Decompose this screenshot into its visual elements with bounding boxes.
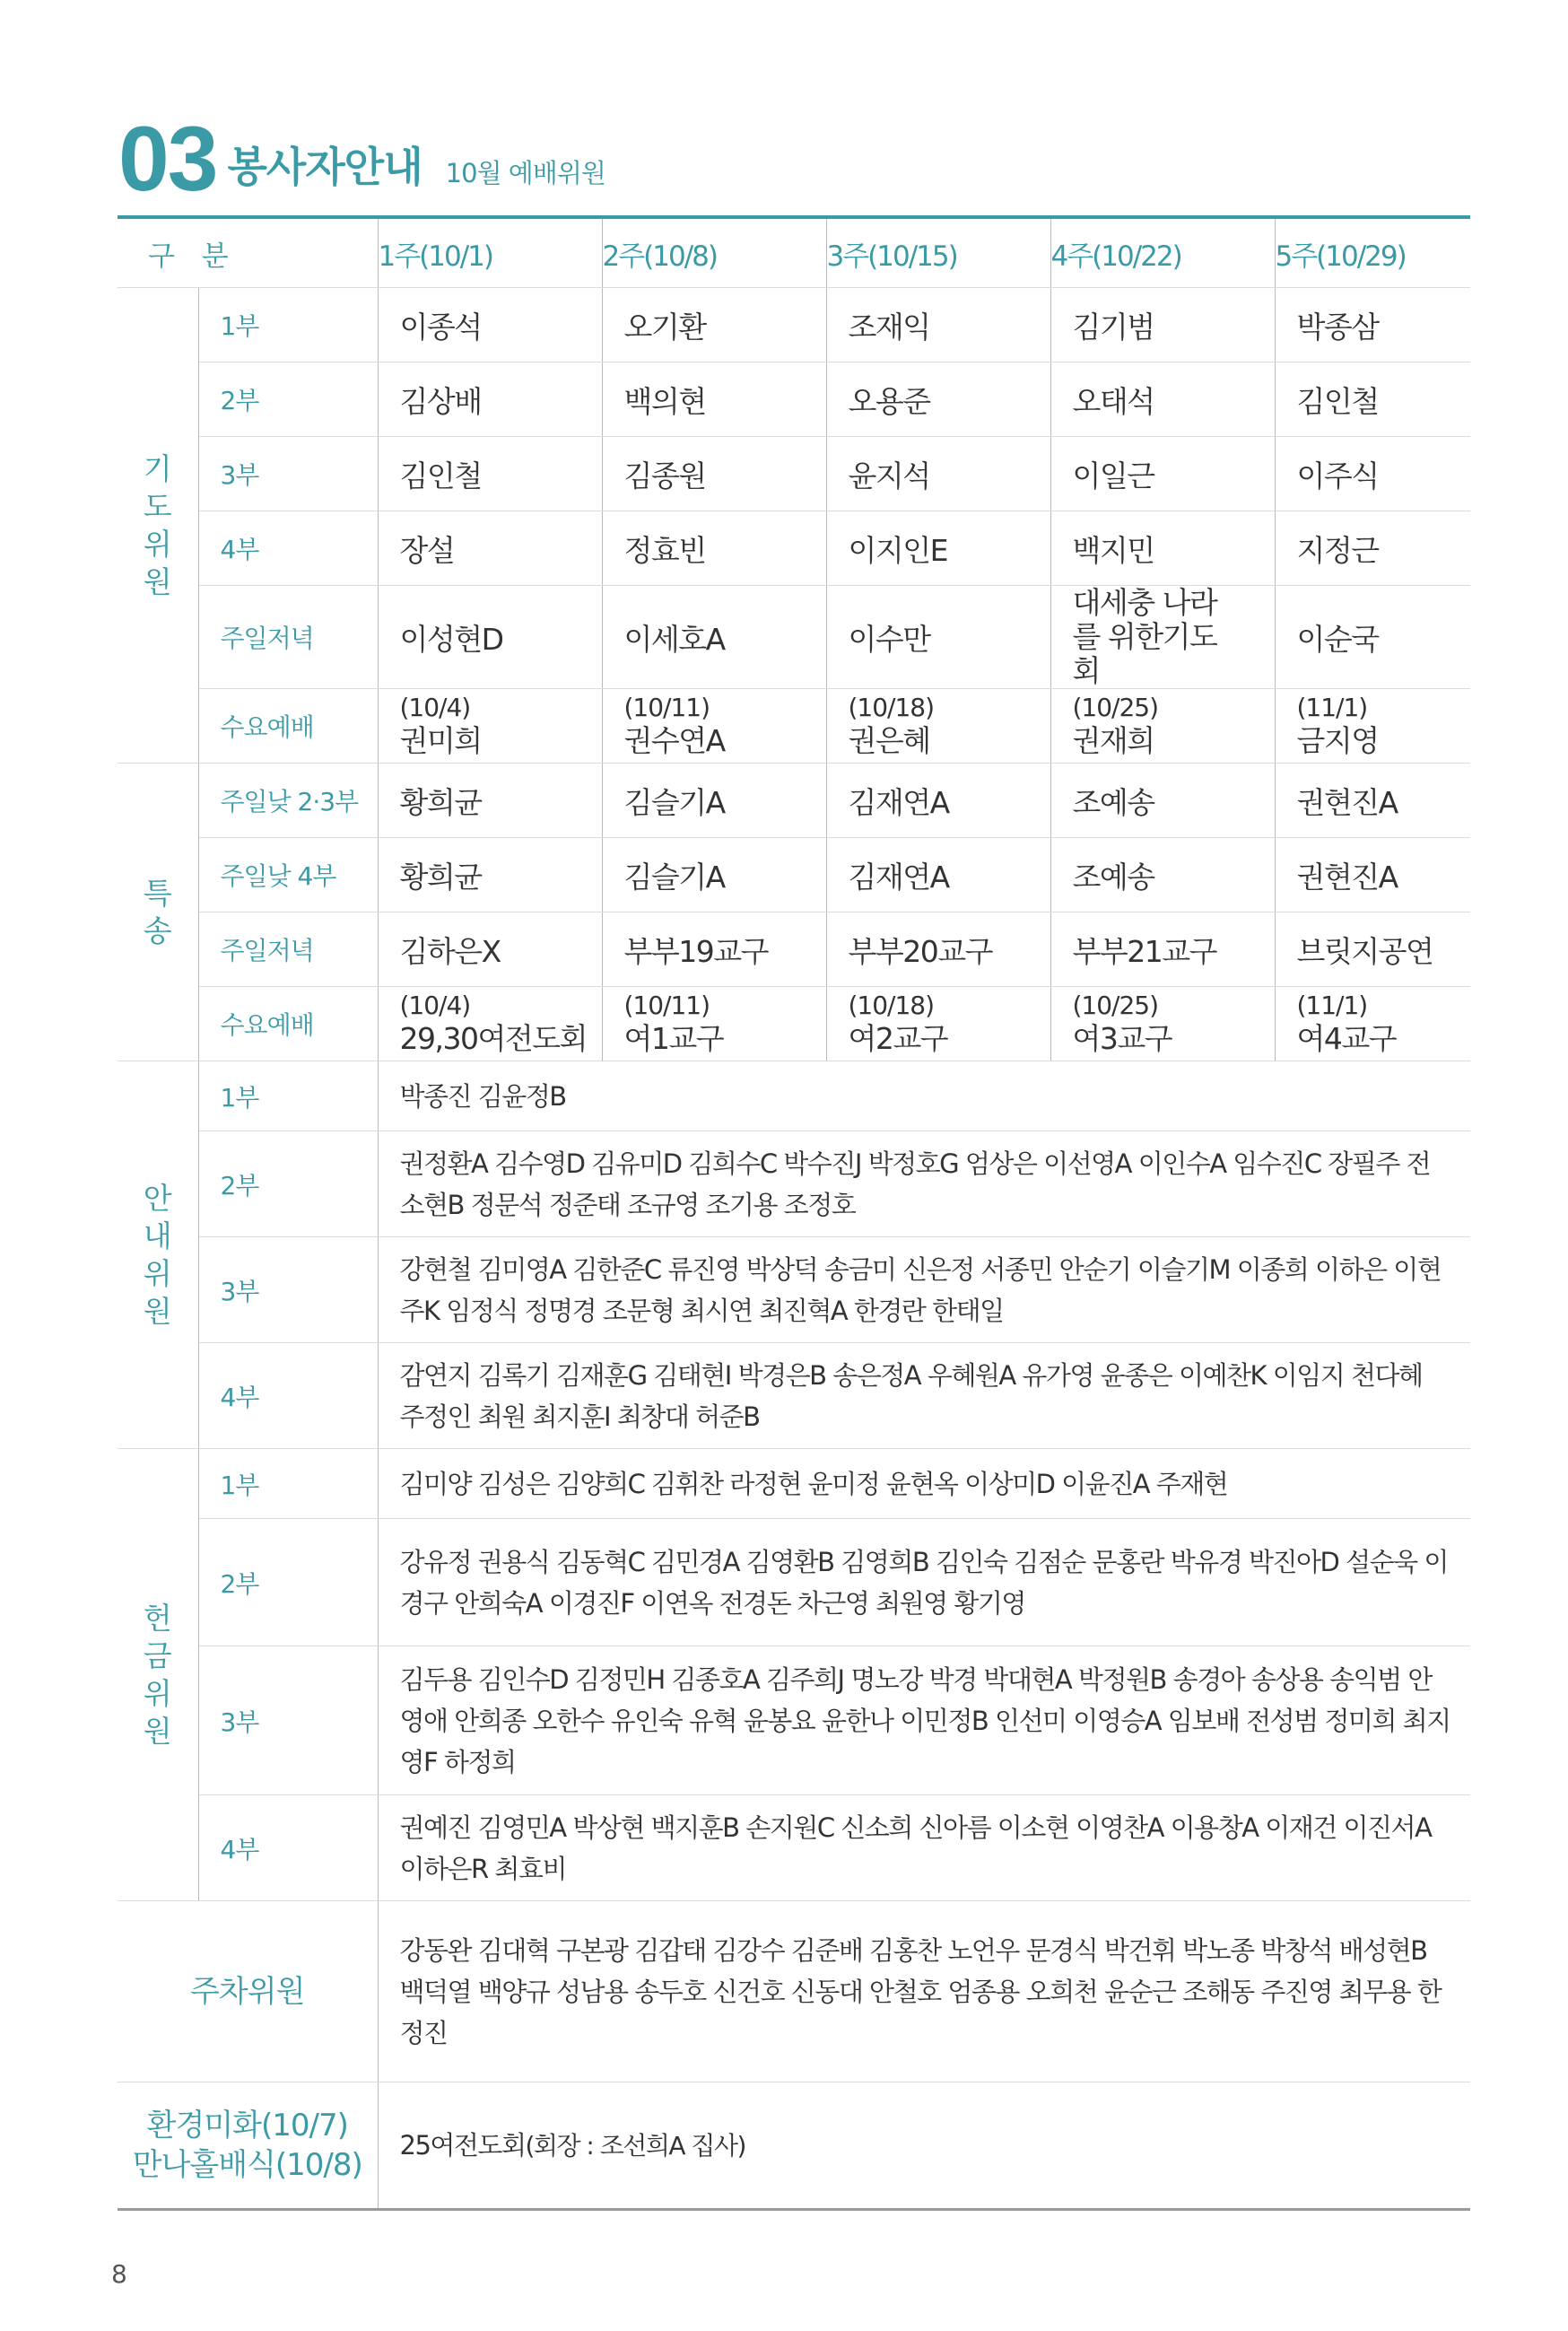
table-cell: 백지민 [1050,511,1275,586]
section-subtitle: 10월 예배위원 [445,158,605,188]
table-row [118,1519,1470,1646]
table-cell: 장설 [378,511,602,586]
table-cell: 강현철 김미영A 김한준C 류진영 박상덕 송금미 신은정 서종민 안순기 이슬기M 이종희 이하은 이현주K 임정식 정명경 조문형 최시연 최진혁A 한경란 한태일 [378,1237,1470,1343]
row-label: 수요예배 [198,689,378,764]
header-category: 구 분 [118,217,378,288]
group-special-song: 특송 [118,764,198,1061]
table-cell: 부부19교구 [602,912,826,987]
table-cell: 오기환 [602,288,826,362]
table-cell: 감연지 김록기 김재훈G 김태현I 박경은B 송은정A 우혜원A 유가영 윤종은 이예찬K 이임지 천다혜 주정인 최원 최지훈I 최창대 허준B [378,1343,1470,1449]
table-cell: 김인철 [378,437,602,511]
group-usher: 안내위원 [118,1061,198,1449]
header-week-1: 1주(10/1) [378,217,602,288]
table-cell: 김슬기A [602,838,826,912]
environment-note: (회장 : 조선희A 집사) [525,2130,745,2161]
table-cell: 윤지석 [826,437,1050,511]
table-row [118,764,1470,838]
table-cell: 권정환A 김수영D 김유미D 김희수C 박수진J 박정호G 엄상은 이선영A 이인수A 임수진C 장필주 전소현B 정문석 정준태 조규영 조기용 조정호 [378,1131,1470,1237]
section-number: 03 [118,108,217,210]
table-cell: (10/4) 29,30여전도회 [378,987,602,1061]
table-cell: 김슬기A [602,764,826,838]
table-cell: 김두용 김인수D 김정민H 김종호A 김주희J 명노강 박경 박대현A 박정원B 송경아 송상용 송익범 안영애 안희종 오한수 유인숙 유혁 윤봉요 윤한나 이민정B 인선미 이영승A 임보배 전성범 정미희 최지영F 하정희 [378,1646,1470,1795]
table-cell: 조예송 [1050,838,1275,912]
table-cell: 권예진 김영민A 박상현 백지훈B 손지원C 신소희 신아름 이소현 이영찬A 이용창A 이재건 이진서A 이하은R 최효비 [378,1795,1470,1901]
row-label: 주일낮 4부 [198,838,378,912]
header-week-2: 2주(10/8) [602,217,826,288]
row-label: 1부 [198,1449,378,1519]
table-cell: (10/25) 권재희 [1050,689,1275,764]
table-row [118,362,1470,437]
table-row [118,1795,1470,1901]
table-row [118,1343,1470,1449]
table-cell: 박종삼 [1275,288,1470,362]
table-row [118,1237,1470,1343]
table-cell: 오용준 [826,362,1050,437]
row-label: 4부 [198,1343,378,1449]
table-cell: 이세호A [602,586,826,689]
table-row [118,838,1470,912]
row-label: 2부 [198,1519,378,1646]
table-cell: 김인철 [1275,362,1470,437]
group-environment-line1: 환경미화(10/7) [146,2108,348,2143]
table-cell: 조재익 [826,288,1050,362]
volunteer-schedule-table [118,215,1470,2211]
table-cell: 김기범 [1050,288,1275,362]
header-week-3: 3주(10/15) [826,217,1050,288]
table-row [118,2082,1470,2210]
table-header-row [118,217,1470,288]
group-prayer: 기도위원 [118,288,198,764]
table-cell: (11/1) 금지영 [1275,689,1470,764]
row-label: 주일낮 2·3부 [198,764,378,838]
table-cell: 이일근 [1050,437,1275,511]
table-row [118,912,1470,987]
row-label: 4부 [198,1795,378,1901]
table-row [118,987,1470,1061]
table-cell [378,2082,1470,2210]
group-environment-line2: 만나홀배식(10/8) [132,2147,362,2183]
table-cell: 황희균 [378,764,602,838]
header-week-5: 5주(10/29) [1275,217,1470,288]
table-cell: 부부21교구 [1050,912,1275,987]
row-label: 3부 [198,437,378,511]
row-label: 주일저녁 [198,586,378,689]
table-cell: 대세충 나라를 위한기도회 [1050,586,1275,689]
row-label: 3부 [198,1237,378,1343]
table-cell: (11/1) 여4교구 [1275,987,1470,1061]
page-number: 8 [111,2259,127,2289]
table-cell: 백의현 [602,362,826,437]
section-header [118,108,605,210]
table-cell: 이주식 [1275,437,1470,511]
row-label: 2부 [198,362,378,437]
row-label: 주일저녁 [198,912,378,987]
row-label: 수요예배 [198,987,378,1061]
table-cell: (10/11) 여1교구 [602,987,826,1061]
table-cell: 지정근 [1275,511,1470,586]
table-row [118,689,1470,764]
table-cell: 이종석 [378,288,602,362]
table-cell: 박종진 김윤정B [378,1061,1470,1131]
table-cell: (10/4) 권미희 [378,689,602,764]
table-cell: (10/18) 여2교구 [826,987,1050,1061]
header-week-4: 4주(10/22) [1050,217,1275,288]
table-cell: (10/18) 권은혜 [826,689,1050,764]
table-cell: 권현진A [1275,838,1470,912]
table-cell: 김재연A [826,838,1050,912]
table-row [118,1131,1470,1237]
row-label: 3부 [198,1646,378,1795]
table-cell: 김종원 [602,437,826,511]
table-cell: 이수만 [826,586,1050,689]
table-cell: 김상배 [378,362,602,437]
group-parking: 주차위원 [118,1901,378,2082]
table-cell: 권현진A [1275,764,1470,838]
table-cell: 조예송 [1050,764,1275,838]
environment-text: 25여전도회 [399,2129,526,2161]
row-label: 1부 [198,288,378,362]
table-row [118,586,1470,689]
row-label: 4부 [198,511,378,586]
table-row [118,1901,1470,2082]
table-row [118,288,1470,362]
table-cell: 김재연A [826,764,1050,838]
table-cell: 부부20교구 [826,912,1050,987]
table-cell: (10/25) 여3교구 [1050,987,1275,1061]
table-row [118,437,1470,511]
group-environment [118,2082,378,2210]
table-cell: 이성현D [378,586,602,689]
group-offering: 헌금위원 [118,1449,198,1901]
section-title: 봉사자안내 [227,143,422,191]
table-cell: 강동완 김대혁 구본광 김갑태 김강수 김준배 김홍찬 노언우 문경식 박건휘 박노종 박창석 배성현B 백덕열 백양규 성남용 송두호 신건호 신동대 안철호 엄종용 오희천 윤순근 조해동 주진영 최무용 한정진 [378,1901,1470,2082]
table-cell: 오태석 [1050,362,1275,437]
row-label: 2부 [198,1131,378,1237]
table-row [118,1449,1470,1519]
table-row [118,1061,1470,1131]
table-row [118,511,1470,586]
table-cell: 브릿지공연 [1275,912,1470,987]
table-cell: 이순국 [1275,586,1470,689]
table-cell: 이지인E [826,511,1050,586]
table-cell: 김미양 김성은 김양희C 김휘찬 라정현 윤미정 윤현옥 이상미D 이윤진A 주재현 [378,1449,1470,1519]
row-label: 1부 [198,1061,378,1131]
table-cell: (10/11) 권수연A [602,689,826,764]
table-cell: 황희균 [378,838,602,912]
table-cell: 김하은X [378,912,602,987]
table-row [118,1646,1470,1795]
table-cell: 강유정 권용식 김동혁C 김민경A 김영환B 김영희B 김인숙 김점순 문홍란 박유경 박진아D 설순욱 이경구 안희숙A 이경진F 이연옥 전경돈 차근영 최원영 황기영 [378,1519,1470,1646]
table-cell: 정효빈 [602,511,826,586]
